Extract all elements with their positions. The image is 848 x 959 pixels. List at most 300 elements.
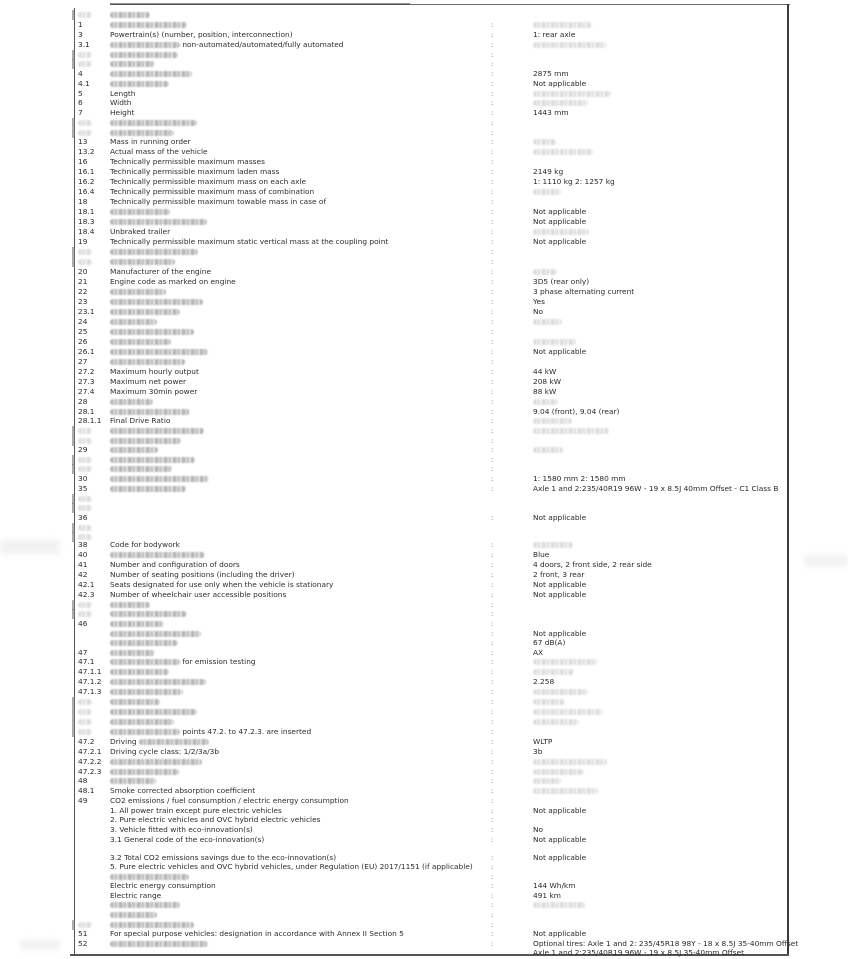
row-value: 44 kW [533,367,557,376]
redacted-value [533,709,602,715]
row-number: 47.2.2 [78,757,102,766]
redacted-number [78,249,92,255]
separator-colon: : [491,485,494,493]
row-label: Electric energy consumption [110,881,216,890]
separator-colon: : [491,208,494,216]
separator-colon: : [491,678,494,686]
separator-colon: : [491,882,494,890]
redacted-number [78,428,92,434]
row-number: 42 [78,570,88,579]
row-number: 1 [78,20,83,29]
row-value: AX [533,648,544,657]
redacted-value [533,759,607,765]
row-value: Not applicable [533,237,587,246]
redacted-label [110,249,198,255]
redacted-label [110,22,187,28]
redacted-label [110,130,174,136]
redacted-value [533,447,563,453]
row-value: Blue [533,550,550,559]
redacted-number [78,130,92,136]
separator-colon: : [491,630,494,638]
separator-colon: : [491,328,494,336]
redacted-label [110,941,208,947]
row-label: Driving cycle class: 1/2/3a/3b [110,747,220,756]
row-value: 1: rear axle [533,30,576,39]
separator-colon: : [491,268,494,276]
row-label [110,657,256,667]
row-value: WLTP [533,737,553,746]
row-label: Mass in running order [110,137,191,146]
row-number: 35 [78,484,88,493]
row-value: Not applicable [533,835,587,844]
row-value: 2875 mm [533,69,569,78]
separator-colon: : [491,408,494,416]
row-number: 5 [78,89,83,98]
redacted-number [78,922,92,928]
row-number: 41 [78,560,88,569]
table-row [0,948,848,959]
row-label: Technically permissible maximum laden mass [110,167,280,176]
separator-colon: : [491,826,494,834]
row-number: 27 [78,357,88,366]
row-value: 491 km [533,891,561,900]
row-value: Not applicable [533,347,587,356]
redacted-label [110,259,175,265]
row-label: Technically permissible maximum mass of combination [110,187,315,196]
row-number: 29 [78,445,88,454]
separator-colon: : [491,228,494,236]
row-number: 26 [78,337,88,346]
redacted-value [533,902,585,908]
redacted-label [110,778,156,784]
row-value: 2 front, 3 rear [533,570,585,579]
row-number: 20 [78,267,88,276]
redacted-value [533,42,606,48]
row-number: 42.3 [78,590,95,599]
redacted-number [78,438,92,444]
redacted-number [78,699,92,705]
redacted-label [110,902,180,908]
row-label: Actual mass of the vehicle [110,147,208,156]
row-number: 47.1.1 [78,667,102,676]
row-value: Not applicable [533,929,587,938]
separator-colon: : [491,258,494,266]
row-label: Technically permissible maximum masses [110,157,265,166]
separator-colon: : [491,708,494,716]
separator-colon: : [491,873,494,881]
redacted-label [110,611,187,617]
row-number: 28.1.1 [78,416,102,425]
row-value: Not applicable [533,513,587,522]
row-number: 49 [78,796,88,805]
row-label: Manufacturer of the engine [110,267,212,276]
redacted-value [533,139,556,145]
row-label: CO2 emissions / fuel consumption / electric energy consumption [110,796,349,805]
separator-colon: : [491,610,494,618]
row-value: Axle 1 and 2:235/40R19 96W - 19 x 8.5J 40mm Offset - C1 Class B [533,484,779,493]
row-number: 24 [78,317,88,326]
label-text: points 47.2. to 47.2.3. are inserted [180,727,312,736]
separator-colon: : [491,863,494,871]
redacted-label [110,466,172,472]
row-value: Not applicable [533,590,587,599]
redacted-label [110,309,180,315]
row-value: Not applicable [533,580,587,589]
row-label: Number of wheelchair user accessible positions [110,590,287,599]
redacted-value [533,542,573,548]
redacted-value [533,149,593,155]
row-number: 47.2.1 [78,747,102,756]
separator-colon: : [491,70,494,78]
redacted-value [533,100,588,106]
redacted-label [110,319,157,325]
redacted-label [110,602,150,608]
row-value: 1: 1110 kg 2: 1257 kg [533,177,615,186]
row-value: 3D5 (rear only) [533,277,590,286]
table-row [0,835,848,846]
separator-colon: : [491,718,494,726]
redacted-label [110,428,204,434]
redacted-label [110,476,209,482]
redacted-number [78,466,92,472]
row-label: 1. All power train except pure electric vehicles [110,806,282,815]
separator-colon: : [491,787,494,795]
redacted-value [533,659,597,665]
redacted-number [78,729,92,735]
row-number: 28.1 [78,407,95,416]
separator-colon: : [491,198,494,206]
row-label: 3.1 General code of the eco-innovation(s) [110,835,265,844]
row-number: 52 [78,939,88,948]
separator-colon: : [491,777,494,785]
redacted-value [533,689,588,695]
row-number: 28 [78,397,88,406]
redacted-value [533,91,611,97]
row-label: Number of seating positions (including the driver) [110,570,295,579]
separator-colon: : [491,807,494,815]
separator-colon: : [491,541,494,549]
row-value: 2149 kg [533,167,564,176]
separator-colon: : [491,688,494,696]
separator-colon: : [491,99,494,107]
row-number: 47.1 [78,657,95,666]
separator-colon: : [491,437,494,445]
separator-colon: : [491,188,494,196]
redacted-value [533,269,557,275]
row-value: 208 kW [533,377,562,386]
row-value: 3b [533,747,543,756]
redacted-label [110,329,194,335]
redacted-label [110,621,164,627]
separator-colon: : [491,398,494,406]
label-text: for emission testing [180,657,256,666]
row-number: 42.1 [78,580,95,589]
separator-colon: : [491,148,494,156]
redacted-number [78,457,92,463]
separator-colon: : [491,31,494,39]
row-label: Technically permissible maximum static vertical mass at the coupling point [110,237,389,246]
row-label: Technically permissible maximum mass on each axle [110,177,307,186]
row-number: 47.2.3 [78,767,102,776]
row-value: 1443 mm [533,108,569,117]
row-number: 13 [78,137,88,146]
separator-colon: : [491,649,494,657]
row-number: 26.1 [78,347,95,356]
separator-colon: : [491,119,494,127]
redacted-label [110,719,174,725]
separator-colon: : [491,768,494,776]
row-label: Powertrain(s) (number, position, interconnection) [110,30,293,39]
row-label: Final Drive Ratio [110,416,171,425]
separator-colon: : [491,138,494,146]
redacted-value [533,669,574,675]
row-number: 23.1 [78,307,95,316]
separator-colon: : [491,358,494,366]
redacted-value [533,399,558,405]
separator-colon: : [491,639,494,647]
redacted-label [110,359,185,365]
redacted-label [110,349,208,355]
row-number: 30 [78,474,88,483]
separator-colon: : [491,892,494,900]
row-number: 18.4 [78,227,95,236]
separator-colon: : [491,368,494,376]
row-label: Engine code as marked on engine [110,277,236,286]
redacted-number [78,52,92,58]
redacted-label [110,12,150,18]
separator-colon: : [491,417,494,425]
separator-colon: : [491,911,494,919]
redacted-number [78,496,92,502]
separator-colon: : [491,238,494,246]
document-border-top-shadow [110,3,410,5]
separator-colon: : [491,348,494,356]
redacted-label [110,552,205,558]
redacted-label [110,71,192,77]
row-number: 38 [78,540,88,549]
separator-colon: : [491,698,494,706]
separator-colon: : [491,591,494,599]
separator-colon: : [491,218,494,226]
row-label: Electric range [110,891,162,900]
redacted-label [110,409,190,415]
row-label [110,737,209,747]
row-value: Not applicable [533,79,587,88]
separator-colon: : [491,427,494,435]
row-number: 3.1 [78,40,90,49]
separator-colon: : [491,668,494,676]
separator-colon: : [491,80,494,88]
row-number: 46 [78,619,88,628]
row-label: Maximum hourly output [110,367,199,376]
row-number: 6 [78,98,83,107]
row-number: 4 [78,69,83,78]
redacted-label-part [110,729,180,735]
redacted-label [110,769,179,775]
row-number: 7 [78,108,83,117]
row-number: 27.4 [78,387,95,396]
separator-colon: : [491,728,494,736]
separator-colon: : [491,158,494,166]
separator-colon: : [491,514,494,522]
redacted-number [78,709,92,715]
separator-colon: : [491,561,494,569]
separator-colon: : [491,308,494,316]
separator-colon: : [491,738,494,746]
separator-colon: : [491,168,494,176]
row-value: Axle 1 and 2:235/40R19 96W - 19 x 8.5J 35-40mm Offset [533,948,745,957]
redacted-value [533,339,576,345]
redacted-label [110,679,206,685]
separator-colon: : [491,854,494,862]
redacted-value [533,428,609,434]
separator-colon: : [491,797,494,805]
redacted-value [533,788,598,794]
row-number: 16.4 [78,187,95,196]
separator-colon: : [491,288,494,296]
row-number: 48.1 [78,786,95,795]
redacted-label-part [110,659,180,665]
separator-colon: : [491,456,494,464]
redacted-label [110,289,166,295]
redacted-label [110,709,197,715]
separator-colon: : [491,930,494,938]
row-label: Unbraked trailer [110,227,171,236]
row-label: Height [110,108,135,117]
row-value: Not applicable [533,806,587,815]
row-label: 2. Pure electric vehicles and OVC hybrid electric vehicles [110,815,321,824]
separator-colon: : [491,338,494,346]
row-number: 16 [78,157,88,166]
separator-colon: : [491,51,494,59]
row-number: 18 [78,197,88,206]
redacted-value [533,769,584,775]
row-number: 47 [78,648,88,657]
separator-colon: : [491,581,494,589]
redacted-value [533,719,579,725]
row-label: Seats designated for use only when the vehicle is stationary [110,580,334,589]
redacted-label [110,438,181,444]
separator-colon: : [491,748,494,756]
redacted-number [78,61,92,67]
redacted-label [110,339,171,345]
row-label: Width [110,98,132,107]
redacted-label [110,486,186,492]
separator-colon: : [491,388,494,396]
redacted-label [110,61,155,67]
separator-colon: : [491,446,494,454]
redacted-number [78,525,92,531]
row-value: 3 phase alternating current [533,287,635,296]
row-value: 67 dB(A) [533,638,566,647]
row-label: Maximum net power [110,377,187,386]
row-number: 40 [78,550,88,559]
row-number: 16.2 [78,177,95,186]
redacted-label [110,922,194,928]
row-number: 19 [78,237,88,246]
separator-colon: : [491,178,494,186]
row-number: 25 [78,327,88,336]
separator-colon: : [491,248,494,256]
redacted-label [110,457,195,463]
row-number: 51 [78,929,88,938]
separator-colon: : [491,129,494,137]
separator-colon: : [491,620,494,628]
separator-colon: : [491,60,494,68]
redacted-value [533,229,589,235]
redacted-value [533,319,562,325]
row-label: Smoke corrected absorption coefficient [110,786,256,795]
row-number: 18.1 [78,207,95,216]
redacted-value [533,778,561,784]
redacted-number [78,120,92,126]
separator-colon: : [491,816,494,824]
row-number: 18.3 [78,217,95,226]
row-label: 3. Vehicle fitted with eco-innovation(s) [110,825,253,834]
row-label: Technically permissible maximum towable mass in case of [110,197,327,206]
separator-colon: : [491,475,494,483]
row-label: Number and configuration of doors [110,560,240,569]
redacted-label [110,874,189,880]
row-number: 22 [78,287,88,296]
redacted-label [110,399,153,405]
row-number: 23 [78,297,88,306]
row-value: 1: 1580 mm 2: 1580 mm [533,474,626,483]
row-label: 3.2 Total CO2 emissions savings due to the eco-innovation(s) [110,853,337,862]
separator-colon: : [491,21,494,29]
separator-colon: : [491,601,494,609]
separator-colon: : [491,921,494,929]
separator-colon: : [491,465,494,473]
separator-colon: : [491,278,494,286]
separator-colon: : [491,551,494,559]
row-value: Not applicable [533,629,587,638]
row-value: 2.258 [533,677,555,686]
row-value: Not applicable [533,207,587,216]
row-number: 3 [78,30,83,39]
row-value: No [533,825,544,834]
separator-colon: : [491,571,494,579]
row-value: 88 kW [533,387,557,396]
redacted-label [110,759,202,765]
row-value: 4 doors, 2 front side, 2 rear side [533,560,652,569]
redacted-label [110,52,178,58]
redacted-label [110,650,155,656]
separator-colon: : [491,318,494,326]
label-text: non-automated/automated/fully automated [180,40,344,49]
redacted-label [110,669,169,675]
separator-colon: : [491,41,494,49]
row-label: For special purpose vehicles: designation in accordance with Annex II Section 5 [110,929,404,938]
redacted-label [110,912,157,918]
redacted-label [110,447,158,453]
redacted-value [533,189,561,195]
redacted-number [78,602,92,608]
redacted-number [78,611,92,617]
separator-colon: : [491,758,494,766]
separator-colon: : [491,940,494,948]
redacted-label [110,699,160,705]
row-value: Optional tires: Axle 1 and 2: 235/45R18 98Y - 18 x 8.5J 35-40mm Offset [533,939,799,948]
row-number: 13.2 [78,147,95,156]
redacted-number [78,719,92,725]
redacted-label [110,209,170,215]
row-number: 21 [78,277,88,286]
row-label: 5. Pure electric vehicles and OVC hybrid vehicles, under Regulation (EU) 2017/1151 (if applicable) [110,862,473,871]
row-number: 48 [78,776,88,785]
redacted-number [78,505,92,511]
separator-colon: : [491,109,494,117]
